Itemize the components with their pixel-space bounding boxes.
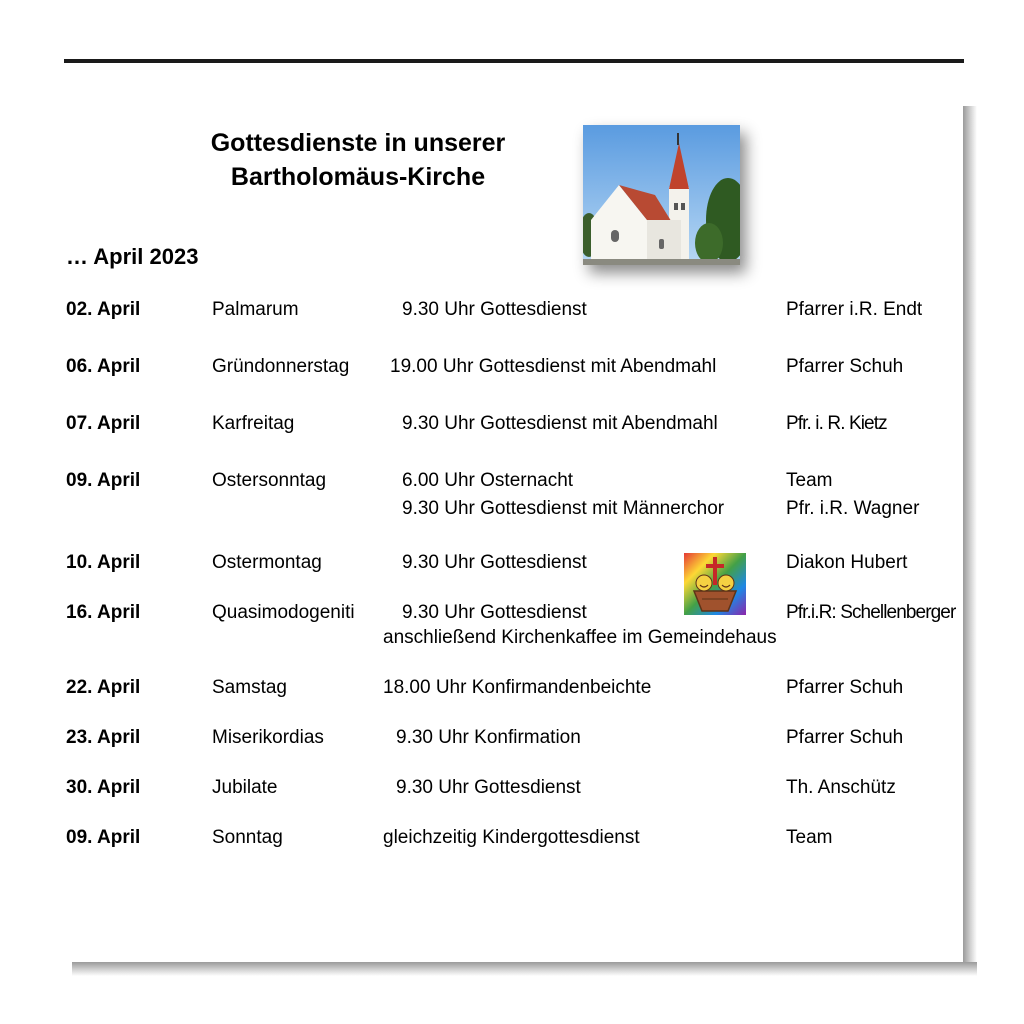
service-date: 16. April: [66, 602, 141, 623]
service-date: 30. April: [66, 777, 141, 798]
service-date: 10. April: [66, 552, 141, 573]
service-time: 9.30 Uhr Gottesdienst mit Abendmahl: [402, 413, 718, 434]
service-date: 07. April: [66, 413, 141, 434]
service-time: 9.30 Uhr Konfirmation: [396, 727, 581, 748]
service-day: Jubilate: [212, 777, 278, 798]
service-time: 9.30 Uhr Gottesdienst: [396, 777, 581, 798]
service-time-second: 9.30 Uhr Gottesdienst mit Männerchor: [402, 498, 725, 519]
service-person: Pfarrer i.R. Endt: [786, 299, 923, 320]
service-date: 09. April: [66, 827, 141, 848]
service-day: Miserikordias: [212, 727, 324, 748]
top-rule: [64, 59, 964, 63]
service-day: Palmarum: [212, 299, 299, 320]
service-note: anschließend Kirchenkaffee im Gemeindehaus: [383, 627, 777, 648]
service-date: 09. April: [66, 470, 141, 491]
service-day: Karfreitag: [212, 413, 295, 434]
kindergottesdienst-logo-icon: [684, 553, 746, 615]
page-title: [140, 126, 576, 194]
service-person: Pfarrer Schuh: [786, 677, 904, 698]
service-person: Team: [786, 827, 833, 848]
service-time: 6.00 Uhr Osternacht: [402, 470, 574, 491]
service-person: Pfr.i.R: Schellenberger: [786, 602, 956, 623]
service-day: Gründonnerstag: [212, 356, 350, 377]
service-time: gleichzeitig Kindergottesdienst: [383, 827, 640, 848]
service-person: Pfarrer Schuh: [786, 356, 904, 377]
service-time: 9.30 Uhr Gottesdienst: [402, 552, 587, 573]
service-person-second: Pfr. i.R. Wagner: [786, 498, 920, 519]
church-photo: [583, 125, 740, 265]
service-date: 22. April: [66, 677, 141, 698]
page-shadow-right: [963, 106, 977, 966]
service-time: 19.00 Uhr Gottesdienst mit Abendmahl: [390, 356, 717, 377]
service-day: Ostermontag: [212, 552, 322, 573]
service-time: 9.30 Uhr Gottesdienst: [402, 299, 587, 320]
service-date: 23. April: [66, 727, 141, 748]
service-time: 9.30 Uhr Gottesdienst: [402, 602, 587, 623]
service-time: 18.00 Uhr Konfirmandenbeichte: [383, 677, 652, 698]
service-date: 06. April: [66, 356, 141, 377]
service-person: Th. Anschütz: [786, 777, 896, 798]
service-day: Samstag: [212, 677, 287, 698]
service-date: 02. April: [66, 299, 141, 320]
service-person: Team: [786, 470, 833, 491]
service-day: Ostersonntag: [212, 470, 327, 491]
service-day: Quasimodogeniti: [212, 602, 355, 623]
service-person: Pfr. i. R. Kietz: [786, 413, 887, 434]
month-heading: … April 2023: [66, 244, 199, 269]
service-person: Diakon Hubert: [786, 552, 908, 573]
service-person: Pfarrer Schuh: [786, 727, 904, 748]
service-day: Sonntag: [212, 827, 283, 848]
title-line-2: Bartholomäus-Kirche: [230, 163, 486, 191]
title-line-1: Gottesdienste in unserer: [210, 129, 506, 157]
page-shadow-bottom: [72, 962, 977, 976]
